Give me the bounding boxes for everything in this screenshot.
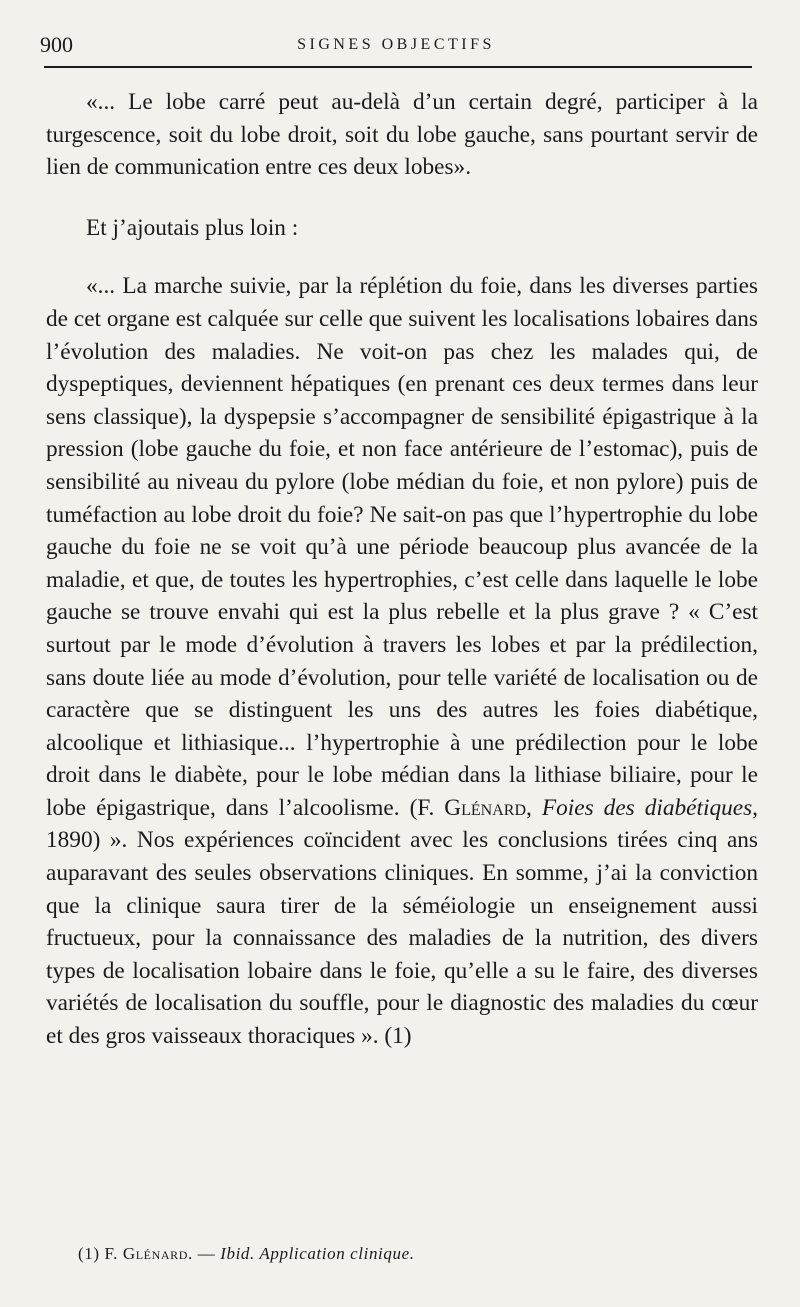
paragraph-quote-marche [46, 270, 758, 1052]
footnote [78, 1242, 758, 1266]
footnote-author: F. Glénard. [104, 1244, 193, 1263]
page-header [40, 30, 752, 64]
cited-work: Foies des diabétiques, [541, 794, 758, 821]
footnote-marker: (1) [78, 1244, 100, 1263]
header-rule [44, 66, 752, 68]
paragraph-text-part-2: 1890) ». Nos expériences coïncident avec les conclusions tirées cinq ans auparavant des seules observations cliniques. En somme, j’ai la conviction que la clinique saura tirer de la séméiologie un enseignement aussi fructueux, pour la connaissance des maladies de la nutrition, des divers types de localisation lobaire dans le foie, qu’elle a su le faire, des diverses variétés de localisation du souffle, pour le diagnostic des maladies du cœur et des gros vaisseaux thoraciques ». (1) [46, 827, 758, 1050]
running-title: SIGNES OBJECTIFS [297, 36, 495, 53]
main-text [46, 86, 758, 1053]
paragraph-quote-lobe-carre: «... Le lobe carré peut au-delà d’un certain degré, participer à la turgescence, soit du lobe droit, soit du lobe gauche, sans pourtant servir de lien de communication entre ces deux lobes». [46, 89, 758, 181]
page-number: 900 [40, 32, 73, 57]
cited-author: F. Glénard, [417, 794, 532, 821]
footnote-title: Ibid. Application clinique. [220, 1244, 415, 1263]
paragraph-transition: Et j’ajoutais plus loin : [86, 214, 299, 241]
footnote-dash: — [197, 1244, 216, 1263]
paragraph-text-part-1: «... La marche suivie, par la réplétion du foie, dans les diverses parties de cet organe est calquée sur celle que suivent les localisations lobaires dans l’évolution des maladies. Ne voit-on pas chez les malades qui, de dyspeptiques, deviennent hépatiques (en prenant ces deux termes dans leur sens classique), la dyspepsie s’accompagner de sensibilité épigastrique à la pression (lobe gauche du foie, et non face antérieure de l’estomac), puis de sensibilité au niveau du pylore (lobe médian du foie, et non pylore) puis de tuméfaction au lobe droit du foie? Ne sait-on pas que l’hypertrophie du lobe gauche du foie ne se voit qu’à une période beaucoup plus avancée de la maladie, et que, de toutes les hypertrophies, c’est celle dans laquelle le lobe gauche se trouve envahi qui est la plus rebelle et la plus grave ? « C’est surtout par le mode d’évolution à travers les lobes et par la prédilection, sans doute liée au mode d’évolution, pour telle variété de localisation ou de caractère que se distinguent les uns des autres les foies diabétique, alcoolique et lithiasique... l’hypertrophie à une prédilection pour le lobe droit dans le diabète, pour le lobe médian dans la lithiase biliaire, pour le lobe épigastrique, dans l’alcoolisme. ( [46, 273, 758, 821]
